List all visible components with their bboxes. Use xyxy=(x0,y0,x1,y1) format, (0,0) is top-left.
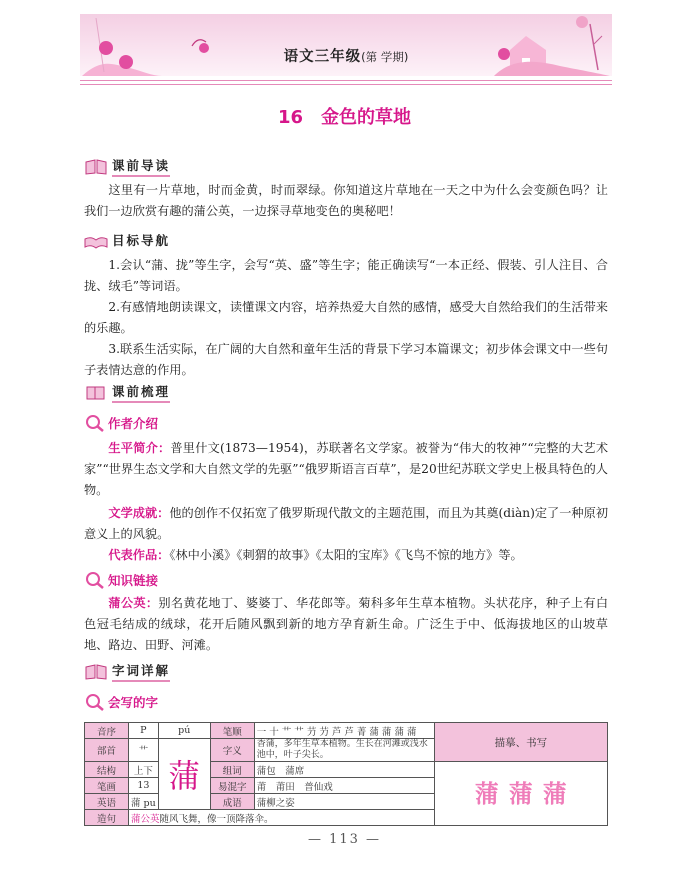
page-number: — 113 — xyxy=(307,832,382,847)
magnifier-icon xyxy=(84,571,106,589)
knowledge-heading xyxy=(84,570,158,590)
preview-paragraph: 这里有一片草地，时而金黄，时而翠绿。你知道这片草地在一天之中为什么会变颜色吗？让我们一边欣赏有趣的蒲公英，一边探寻草地变色的奥秘吧！ xyxy=(84,183,608,218)
author-works-label: 代表作品： xyxy=(108,548,170,562)
trace-character[interactable]: 蒲 xyxy=(508,779,533,808)
author-works-paragraph xyxy=(84,545,608,566)
compound-words: 蒲包 蒲席 xyxy=(254,762,434,778)
sentence-label: 造句 xyxy=(85,810,129,826)
goal-item: 2.有感情地朗读课文，读懂课文内容，培养热爱大自然的感情，感受大自然给我们的生活带来的乐趣。 xyxy=(84,300,608,335)
knowledge-heading-label: 知识链接 xyxy=(108,573,159,588)
english-label: 英语 xyxy=(85,794,129,810)
page-header-title xyxy=(80,45,612,66)
author-achievement-paragraph xyxy=(84,503,608,545)
author-heading-label: 作者介绍 xyxy=(108,416,159,431)
lesson-title xyxy=(0,103,689,129)
page-header-banner xyxy=(80,14,612,76)
grade-title: 语文三年级 xyxy=(283,49,362,65)
magnifier-icon xyxy=(84,414,106,432)
example-sentence xyxy=(129,810,435,826)
trace-character[interactable]: 蒲 xyxy=(542,779,567,808)
book-icon xyxy=(84,662,108,680)
confusable-label: 易混字 xyxy=(210,778,254,794)
radical: 艹 xyxy=(129,739,159,762)
character-table xyxy=(84,722,608,826)
open-book-icon xyxy=(84,231,108,249)
knowledge-paragraph xyxy=(84,593,608,656)
stroke-order-label: 笔顺 xyxy=(210,723,254,739)
header-rule xyxy=(80,80,612,85)
structure-label: 结构 xyxy=(85,762,129,778)
table-row xyxy=(85,723,608,739)
knowledge-label: 蒲公英： xyxy=(108,596,159,610)
pinyin: pú xyxy=(158,723,210,739)
stroke-order: 一 十 艹 艹 芀 芀 芦 芦 菁 蒲 蒲 蒲 蒲 xyxy=(254,723,434,739)
goal-item: 3.联系生活实际，在广阔的大自然和童年生活的背景下学习本篇课文；初步体会课文中一些句子表情达意的作用。 xyxy=(84,342,608,377)
trace-character[interactable]: 蒲 xyxy=(474,779,499,808)
english: 蒲 pu xyxy=(129,794,159,810)
meaning-label: 字义 xyxy=(210,739,254,762)
trace-label: 描摹、书写 xyxy=(434,723,607,762)
author-achievement-text: 他的创作不仅拓宽了俄罗斯现代散文的主题范围，而且为其奠(diàn)定了一种原初意义上的风貌。 xyxy=(84,506,609,541)
lesson-name: 金色的草地 xyxy=(321,107,412,128)
idiom: 蒲柳之姿 xyxy=(254,794,434,810)
author-works-text: 《林中小溪》《刺猬的故事》《太阳的宝库》《飞鸟不惊的地方》等。 xyxy=(169,548,523,562)
write-heading-label: 会写的字 xyxy=(108,695,159,710)
pinyin-initial: P xyxy=(129,723,159,739)
idiom-label: 成语 xyxy=(210,794,254,810)
structure: 上下 xyxy=(129,762,159,778)
section-words-heading xyxy=(84,660,170,682)
stroke-count: 13 xyxy=(129,778,159,794)
author-bio-label: 生平简介： xyxy=(108,441,171,455)
trace-area[interactable] xyxy=(434,762,607,826)
section-review-label: 课前梳理 xyxy=(112,382,170,403)
knowledge-text: 别名黄花地丁、婆婆丁、华花郎等。菊科多年生草本植物。头状花序，种子上有白色冠毛结成的绒球，花开后随风飘到新的地方孕育新生命。广泛生于中、低海拔地区的山坡草地、路边、田野、河滩。 xyxy=(84,596,609,652)
author-bio-paragraph xyxy=(84,438,608,501)
magnifier-icon xyxy=(84,693,106,711)
sentence-rest: 随风飞舞，像一顶降落伞。 xyxy=(159,813,274,825)
section-goals-label: 目标导航 xyxy=(112,232,171,248)
sentence-keyword: 蒲公英 xyxy=(131,813,160,825)
confusable-chars: 莆 莆田 普仙戏 xyxy=(254,778,434,794)
section-preview-label: 课前导读 xyxy=(112,156,170,177)
big-character: 蒲 xyxy=(158,739,210,810)
author-bio-text: 普里什文(1873—1954)，苏联著名文学家。被誉为“伟大的牧神”“完整的大艺术家”“世界生态文学和大自然文学的先驱”“俄罗斯语言百草”，是20世纪苏联文学史上极具特色的人物。 xyxy=(84,441,609,497)
write-heading xyxy=(84,692,158,712)
book-icon xyxy=(84,383,108,401)
meaning: 香蒲，多年生草本植物。生长在河滩或浅水池中，叶子尖长。 xyxy=(254,739,434,762)
lesson-number: 16 xyxy=(277,107,304,128)
section-goals-heading xyxy=(84,229,170,251)
section-review-heading xyxy=(84,381,170,403)
goal-item: 1.会认“蒲、拢”等生字，会写“英、盛”等生字；能正确读写“一本正经、假装、引人注目、合拢、绒毛”等词语。 xyxy=(84,258,608,293)
radical-label: 部首 xyxy=(85,739,129,762)
author-achievement-label: 文学成就： xyxy=(108,506,170,520)
strokes-label: 笔画 xyxy=(85,778,129,794)
book-icon xyxy=(84,157,108,175)
compound-label: 组词 xyxy=(210,762,254,778)
section-preview-heading xyxy=(84,155,170,177)
semester-label: (第 学期) xyxy=(361,50,409,64)
section-words-label: 字词详解 xyxy=(112,661,170,682)
pinyin-label: 音序 xyxy=(85,723,129,739)
author-heading xyxy=(84,413,158,433)
